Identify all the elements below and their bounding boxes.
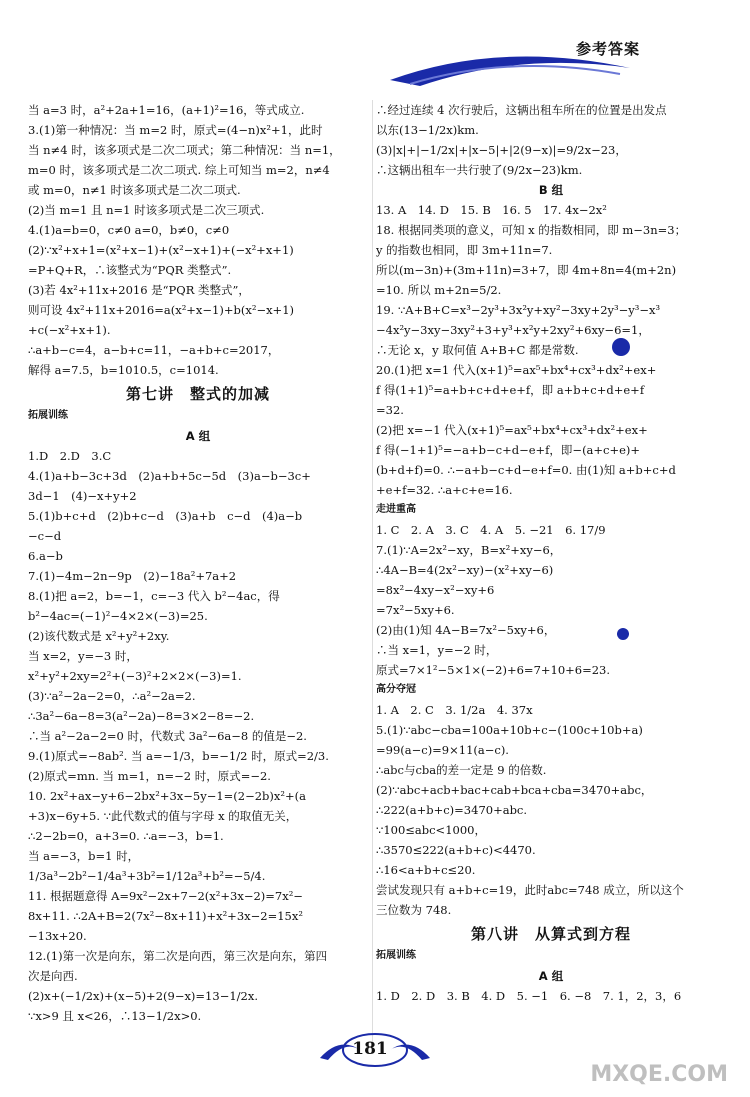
answer-line: 11. 根据题意得 A=9x²−2x+7−2(x²+3x−2)=7x²− (28, 889, 303, 903)
answer-line: 所以(m−3n)+(3m+11n)=3+7，即 4m+8n=4(m+2n) (376, 263, 677, 277)
ink-blob-icon (617, 628, 629, 640)
answer-line: 6.a−b (28, 549, 63, 563)
answer-line: ∴222(a+b+c)=3470+abc. (376, 803, 528, 817)
answer-line: 10. 2x²+ax−y+6−2bx²+3x−5y−1=(2−2b)x²+(a (28, 789, 306, 803)
answer-line: 尝试发现只有 a+b+c=19，此时abc=748 成立，所以这个 (376, 883, 684, 897)
answer-line: 或 m=0，n≠1 时该多项式是二次二项式. (28, 183, 241, 197)
answer-line: 当 n≠4 时，该多项式是二次二项式；第二种情况：当 n=1， (28, 143, 341, 157)
column-divider (372, 100, 373, 1050)
answer-line: 12.(1)第一次是向东，第二次是向西，第三次是向东，第四 (28, 949, 328, 963)
answer-line: −13x+20. (28, 929, 87, 943)
page-number: 181 (352, 1039, 388, 1059)
answer-line: (2)由(1)知 4A−B=7x²−5xy+6， (376, 623, 556, 637)
answer-line: x²+y²+2xy=2²+(−3)²+2×2×(−3)=1. (28, 669, 242, 683)
answer-line: (3)∵a²−2a−2=0，∴a²−2a=2. (28, 689, 196, 703)
answer-line: (2)原式=mn. 当 m=1，n=−2 时，原式=−2. (28, 769, 271, 783)
answer-line: 三位数为 748. (376, 903, 452, 917)
answer-line: ∴当 a²−2a−2=0 时，代数式 3a²−6a−8 的值是−2. (28, 729, 307, 743)
answer-line: 19. ∵A+B+C=x³−2y³+3x²y+xy²−3xy+2y³−y³−x³ (376, 303, 661, 317)
answer-line: y 的指数也相同，即 3m+11n=7. (376, 243, 553, 257)
subsection-label: 走进重高 (376, 504, 416, 515)
answer-line: (3)若 4x²+11x+2016 是“PQR 类整式”， (28, 283, 250, 297)
answer-line: +c(−x²+x+1). (28, 323, 111, 337)
answer-line: ∴4A−B=4(2x²−xy)−(x²+xy−6) (376, 563, 554, 577)
answer-line: 当 a=−3，b=1 时， (28, 849, 140, 863)
answer-line: ∴这辆出租车一共行驶了(9/2x−23)km. (376, 163, 583, 177)
answer-line: =99(a−c)=9×11(a−c). (376, 743, 509, 757)
section-title: 第七讲 整式的加减 (125, 385, 270, 403)
answer-line: =8x²−4xy−x²−xy+6 (376, 583, 495, 597)
answer-line: 以东(13−1/2x)km. (376, 123, 479, 137)
ink-blob-icon (612, 338, 630, 356)
section-title: 第八讲 从算式到方程 (470, 925, 631, 943)
answer-line: 原式=7×1²−5×1×(−2)+6=7+10+6=23. (376, 663, 611, 677)
answer-line: =P+Q+R，∴该整式为“PQR 类整式”. (28, 263, 232, 277)
answer-line: 1/3a³−2b²−1/4a³+3b²=1/12a³+b²=−5/4. (28, 869, 266, 883)
answer-line: 8x+11. ∴2A+B=2(7x²−8x+11)+x²+3x−2=15x² (28, 909, 303, 923)
answer-line: 9.(1)原式=−8ab². 当 a=−1/3，b=−1/2 时，原式=2/3. (28, 749, 329, 763)
answer-line: 1. C 2. A 3. C 4. A 5. −21 6. 17/9 (376, 523, 606, 537)
answer-line: 7.(1)∵A=2x²−xy，B=x²+xy−6， (376, 543, 562, 557)
answer-line: ∴3a²−6a−8=3(a²−2a)−8=3×2−8=−2. (28, 709, 255, 723)
answer-line: =10. 所以 m+2n=5/2. (376, 283, 502, 297)
answer-line: +3)x−6y+5. ∵此代数式的值与字母 x 的取值无关， (28, 809, 298, 823)
answer-line: −c−d (28, 529, 62, 543)
answer-line: =7x²−5xy+6. (376, 603, 455, 617)
answer-line: 7.(1)−4m−2n−9p (2)−18a²+7a+2 (28, 569, 237, 583)
answer-line: =32. (376, 403, 404, 417)
answer-line: 当 a=3 时，a²+2a+1=16，(a+1)²=16，等式成立. (28, 103, 305, 117)
answer-line: f 得(−1+1)⁵=−a+b−c+d−e+f，即−(a+c+e)+ (376, 443, 641, 457)
answer-line: (2)把 x=−1 代入(x+1)⁵=ax⁵+bx⁴+cx³+dx²+ex+ (376, 423, 648, 437)
answer-line: m=0 时，该多项式是二次二项式. 综上可知当 m=2，n≠4 (28, 163, 330, 177)
answer-line: (2)当 m=1 且 n=1 时该多项式是二次三项式. (28, 203, 265, 217)
answer-line: 次是向西. (28, 969, 78, 983)
answer-line: 20.(1)把 x=1 代入(x+1)⁵=ax⁵+bx⁴+cx³+dx²+ex+ (376, 363, 657, 377)
answer-line: f 得(1+1)⁵=a+b+c+d+e+f，即 a+b+c+d+e+f (376, 383, 645, 397)
answer-line: 则可设 4x²+11x+2016=a(x²+x−1)+b(x²−x+1) (28, 303, 294, 317)
answer-line: 当 x=2，y=−3 时， (28, 649, 138, 663)
group-label: A 组 (538, 969, 564, 983)
answer-line: ∴abc与cba的差一定是 9 的倍数. (376, 763, 547, 777)
answer-line: 13. A 14. D 15. B 16. 5 17. 4x−2x² (376, 203, 607, 217)
answer-line: 3d−1 (4)−x+y+2 (28, 489, 137, 503)
page-header (0, 0, 750, 92)
answer-line: (2)∵x²+x+1=(x²+x−1)+(x²−x+1)+(−x²+x+1) (28, 243, 294, 257)
answer-line: 解得 a=7.5，b=1010.5，c=1014. (28, 363, 219, 377)
answer-line: ∴3570≤222(a+b+c)<4470. (376, 843, 536, 857)
answer-line: (2)∵abc+acb+bac+cab+bca+cba=3470+abc， (376, 783, 653, 797)
answer-line: 8.(1)把 a=2，b=−1，c=−3 代入 b²−4ac，得 (28, 589, 280, 603)
answer-line: ∴无论 x，y 取何值 A+B+C 都是常数. (376, 343, 579, 357)
answer-line: 5.(1)b+c+d (2)b+c−d (3)a+b c−d (4)a−b (28, 509, 303, 523)
answer-line: 1.D 2.D 3.C (28, 449, 112, 463)
answer-line: ∵x>9 且 x<26，∴13−1/2x>0. (28, 1009, 202, 1023)
subsection-label: 高分夺冠 (376, 684, 416, 695)
answer-line: 18. 根据同类项的意义，可知 x 的指数相同，即 m−3n=3； (376, 223, 687, 237)
left-column (28, 100, 368, 1026)
answer-line: ∴当 x=1，y=−2 时， (376, 643, 498, 657)
answer-line: (3)|x|+|−1/2x|+|x−5|+|2(9−x)|=9/2x−23， (376, 143, 627, 157)
answer-line: 3.(1)第一种情况：当 m=2 时，原式=(4−n)x²+1，此时 (28, 123, 323, 137)
answer-line: (2)x+(−1/2x)+(x−5)+2(9−x)=13−1/2x. (28, 989, 258, 1003)
answer-line: +e+f=32. ∴a+c+e=16. (376, 483, 513, 497)
group-label: A 组 (185, 429, 211, 443)
answer-line: ∵100≤abc<1000， (376, 823, 486, 837)
answer-line: −4x²y−3xy−3xy²+3+y³+x²y+2xy²+6xy−6=1， (376, 323, 650, 337)
subsection-label: 拓展训练 (28, 410, 68, 421)
answer-line: 1. D 2. D 3. B 4. D 5. −1 6. −8 7. 1，2，3，6 (376, 989, 682, 1003)
right-column (376, 100, 726, 1006)
watermark: MXQE.COM (590, 1062, 728, 1087)
answer-line: 5.(1)∵abc−cba=100a+10b+c−(100c+10b+a) (376, 723, 643, 737)
answer-line: ∴2−2b=0，a+3=0. ∴a=−3，b=1. (28, 829, 224, 843)
answer-line: ∴经过连续 4 次行驶后，这辆出租车所在的位置是出发点 (376, 103, 667, 117)
group-label: B 组 (538, 183, 564, 197)
answer-line: ∴16<a+b+c≤20. (376, 863, 476, 877)
subsection-label: 拓展训练 (376, 950, 416, 961)
answer-line: 4.(1)a=b=0，c≠0 a=0，b≠0，c≠0 (28, 223, 230, 237)
header-title: 参考答案 (575, 40, 640, 58)
answer-line: (2)该代数式是 x²+y²+2xy. (28, 629, 170, 643)
answer-line: 4.(1)a+b−3c+3d (2)a+b+5c−5d (3)a−b−3c+ (28, 469, 311, 483)
answer-line: ∴a+b−c=4，a−b+c=11，−a+b+c=2017， (28, 343, 280, 357)
answer-line: 1. A 2. C 3. 1/2a 4. 37x (376, 703, 533, 717)
answer-line: b²−4ac=(−1)²−4×2×(−3)=25. (28, 609, 208, 623)
answer-line: (b+d+f)=0. ∴−a+b−c+d−e+f=0. 由(1)知 a+b+c+d (376, 463, 676, 477)
